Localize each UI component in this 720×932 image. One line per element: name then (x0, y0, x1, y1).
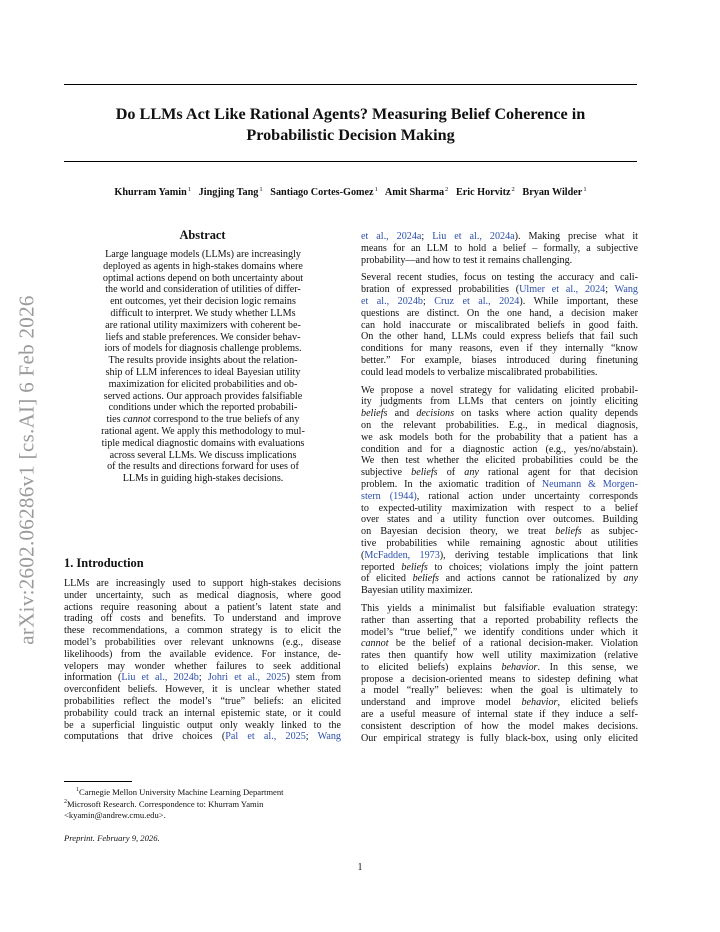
text-line: propose a decision-oriented means to sidestep defining what (361, 673, 638, 685)
text-line: ship of LLM inferences to ideal Bayesian utility (105, 366, 301, 378)
text-line: We then test whether the elicited probabilities could be the (361, 455, 638, 467)
text-line: these recommendations, a common strategy is to elicit the (64, 625, 341, 637)
text-line: probability could track an internal epistemic state, or it could (64, 707, 341, 719)
footnote-affiliation-1: $^1$Carnegie Mellon University Machine Learning Department (76, 786, 284, 797)
text-line: information (Liu et al., 2024b; Johri et al., 2025) stem from (64, 672, 341, 684)
text-line: condition and for a diagnostic action (e.g., yes/no/abstain). (361, 443, 638, 455)
text-line: difficult to interpret. We study whether LLMs (110, 307, 296, 319)
text-line: maximization for elicited probabilities and ob- (108, 378, 298, 390)
title-line-2: Probabilistic Decision Making (246, 126, 455, 144)
author: Amit Sharma$^2$ (384, 186, 449, 199)
text-line: conditions for many reasons, even if they internally “know (361, 343, 638, 355)
text-line: model’s “true belief,” we identify conditions under which it (361, 626, 638, 638)
text-line: bration of expressed probabilities (Ulmer et al., 2024; Wang (361, 284, 638, 296)
text-line: beliefs and decisions on tasks where action quality depends (361, 408, 638, 420)
text-line: under uncertainty, such as medical diagnosis, where good (64, 589, 341, 601)
text-line: subjective beliefs of any rational agent for that decision (361, 467, 638, 479)
text-line: rational agent. We apply this methodology to mul- (101, 425, 305, 437)
text-line: the world and consideration of utilities of differ- (105, 284, 301, 296)
text-line: are rational utility maximizers with coherent be- (105, 319, 301, 331)
arxiv-stamp: arXiv:2602.06286v1 [cs.AI] 6 Feb 2026 (14, 295, 39, 645)
text-line: The results provide insights about the relation- (108, 355, 298, 367)
text-line: on Bayesian decision theory, we treat beliefs as subjec- (361, 526, 638, 538)
text-line: of elicited beliefs and actions cannot be rationalized by any (361, 573, 638, 585)
footnote-email: <kyamin@andrew.cmu.edu>. (64, 809, 166, 820)
title-line-1: Do LLMs Act Like Rational Agents? Measuring Belief Coherence in (115, 105, 586, 123)
text-line: understand and improve model behavior, elicited beliefs (361, 697, 638, 709)
text-line: rates then quantify how well utility maximization (relative (361, 650, 638, 662)
author-list (64, 186, 637, 198)
author: Santiago Cortes-Gomez$^1$ (270, 186, 378, 199)
text-line: overconfident beliefs. However, it is unclear whether stated (64, 684, 341, 696)
text-line: cannot be the belief of a rational decision-maker. Violation (361, 638, 638, 650)
abstract-heading: Abstract (179, 228, 226, 242)
text-line: This yields a minimalist but falsifiable evaluation strategy: (361, 602, 638, 614)
text-line: to elicited beliefs) explains behavior. In this sense, we (361, 661, 638, 673)
text-line: conditions under which the reported probabili- (108, 402, 298, 414)
page-number: 1 (357, 862, 363, 873)
text-line: over states and a utility function over outcomes. Building (361, 514, 638, 526)
text-line: computations that drive choices (Pal et al., 2025; Wang (64, 731, 341, 743)
text-line: optimal actions depend on both uncertainty about (102, 272, 304, 284)
text-line: ties cannot correspond to the true beliefs of any (106, 414, 300, 426)
text-line: tive probabilities while remaining agnostic about utilities (361, 537, 638, 549)
text-line: LLMs in guiding high-stakes decisions. (122, 473, 284, 485)
text-line: Our empirical strategy is fully black-box, using only elicited (361, 732, 638, 744)
title-bottom-rule (64, 161, 637, 162)
abstract-body (89, 249, 317, 485)
text-line: better.” For example, biases introduced during finetuning (361, 354, 638, 366)
footnotes (64, 785, 341, 820)
footnote-rule (64, 781, 132, 782)
text-line: probability—and how to test it remains challenging. (361, 254, 573, 266)
introduction-body (64, 578, 341, 743)
text-line: We propose a novel strategy for validating elicited probabil- (361, 384, 638, 396)
top-rule (64, 84, 637, 85)
text-line: likelihoods) from the available evidence. For instance, de- (64, 648, 341, 660)
author: Jingjing Tang$^1$ (198, 186, 263, 199)
text-line: on the relevant probabilities. E.g., in medical diagnosis, (361, 419, 638, 431)
text-line: could lead models to verbalize miscalibrated probabilities. (361, 366, 598, 378)
right-column-body (361, 231, 638, 744)
text-line: velopers may wonder whether failures to seek additional (64, 660, 341, 672)
text-line: Large language models (LLMs) are increasingly (105, 249, 301, 260)
text-line: can hold inaccurate or miscalibrated beliefs in good faith. (361, 319, 638, 331)
text-line: stern (1944), rational action under uncertainty corresponds (361, 490, 638, 502)
text-line: we ask models both for the probability that a patient has a (361, 431, 638, 443)
paper-title (64, 104, 637, 146)
text-line: across several LLMs. We discuss implications (109, 449, 297, 461)
text-line: means for an LLM to hold a belief – formally, a subjective (361, 242, 638, 254)
introduction-heading: 1. Introduction (64, 556, 144, 570)
text-line: of the results and directions forward for uses of (107, 461, 299, 473)
text-line: reported beliefs to choices; violations imply the joint pattern (361, 561, 639, 573)
text-line: liefs and stable preferences. We consider behav- (105, 331, 301, 343)
text-line: Bayesian utility maximizer. (361, 585, 473, 597)
text-line: iors of models for diagnosis challenge problems. (104, 343, 302, 355)
text-line: (McFadden, 1973), deriving testable implications that link (361, 549, 638, 561)
text-line: ity judgments from LLMs that centers on jointly eliciting (361, 396, 638, 408)
text-line: et al., 2024b; Cruz et al., 2024). While important, these (361, 295, 638, 307)
text-line: a model “really” believes: when the goal is ultimately to (361, 685, 638, 697)
text-line: model’s probabilities over relevant unknowns (e.g., disease (64, 636, 341, 648)
text-line: deployed as agents in high-stakes domains where (103, 260, 303, 272)
author: Bryan Wilder$^1$ (522, 186, 587, 199)
author: Eric Horvitz$^2$ (455, 186, 515, 199)
text-line: consistent description of how the model makes decisions. (361, 720, 638, 732)
text-line: problem. In the axiomatic tradition of Neumann & Morgen- (361, 478, 638, 490)
text-line: be a superficial linguistic output only weakly linked to the (64, 719, 341, 731)
text-line: ent outcomes, yet their decision logic remains (110, 296, 296, 308)
text-line: et al., 2024a; Liu et al., 2024a). Making precise what it (361, 231, 638, 242)
text-line: rather than asserting that a reported probability reflects the (361, 614, 638, 626)
text-line: to expected-utility maximization with respect to a belief (361, 502, 638, 514)
author: Khurram Yamin$^1$ (114, 186, 192, 199)
text-line: On the other hand, LLMs could express beliefs that fail such (361, 331, 638, 343)
text-line: served actions. Our approach provides falsifiable (103, 390, 303, 402)
text-line: Several recent studies, focus on testing the accuracy and cali- (361, 272, 638, 284)
text-line: are a useful measure of internal state if they induce a self- (361, 709, 638, 721)
preprint-note: Preprint. February 9, 2026. (64, 833, 160, 843)
text-line: tiple medical diagnostic domains with evaluations (101, 437, 305, 449)
text-line: actions require reasoning about a patient’s latent state and (64, 601, 341, 613)
text-line: probabilities reflect the model’s “true” beliefs: an elicited (64, 695, 341, 707)
text-line: trading off costs and benefits. To understand and improve (64, 613, 341, 625)
footnote-affiliation-2: $^2$Microsoft Research. Correspondence to: Khurram Yamin (64, 799, 264, 810)
text-line: LLMs are increasingly used to support high-stakes decisions (64, 578, 341, 589)
text-line: questions are distinct. On the one hand, a decision maker (361, 307, 638, 319)
